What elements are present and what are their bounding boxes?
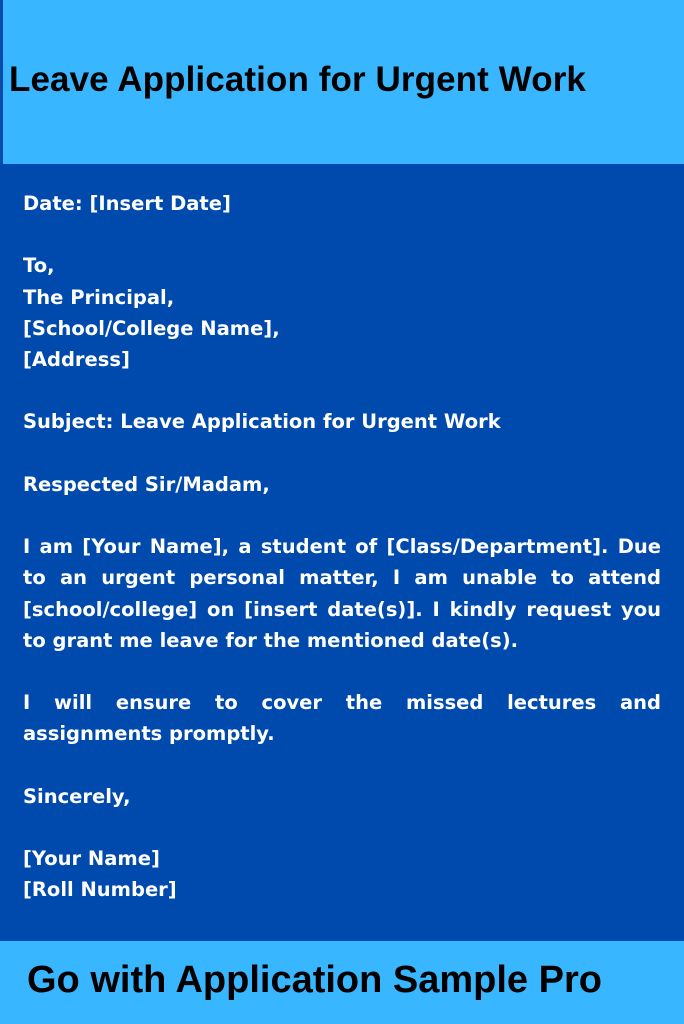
spacer <box>23 219 661 250</box>
letter-to: To, <box>23 254 55 278</box>
footer-banner <box>0 941 684 1024</box>
letter-subject: Subject: Leave Application for Urgent Work <box>23 410 501 434</box>
letter-closing: Sincerely, <box>23 784 131 808</box>
page-title: Leave Application for Urgent Work <box>9 60 586 99</box>
spacer <box>23 500 661 531</box>
letter-recipient: The Principal, <box>23 285 175 309</box>
letter-roll-number: [Roll Number] <box>23 878 177 902</box>
spacer <box>23 750 661 781</box>
letter-paragraph-1: I am [Your Name], a student of [Class/Department]. Due to an urgent personal matter, I am unable to attend [school/college] on [insert date(s)]. I kindly request you to grant me leave for the mentioned date(s). <box>23 535 661 652</box>
letter-signature-name: [Your Name] <box>23 847 160 871</box>
spacer <box>23 438 661 469</box>
footer-text: Go with Application Sample Pro <box>27 959 602 1001</box>
letter-paragraph-2: I will ensure to cover the missed lectures and assignments promptly. <box>23 691 661 746</box>
letter-institution: [School/College Name], <box>23 316 280 340</box>
letter-date: Date: [Insert Date] <box>23 192 231 215</box>
spacer <box>23 375 661 406</box>
letter-salutation: Respected Sir/Madam, <box>23 472 270 496</box>
header-banner <box>0 0 684 164</box>
letter-body <box>0 164 684 941</box>
letter-address: [Address] <box>23 348 130 371</box>
spacer <box>23 812 661 843</box>
spacer <box>23 656 661 687</box>
